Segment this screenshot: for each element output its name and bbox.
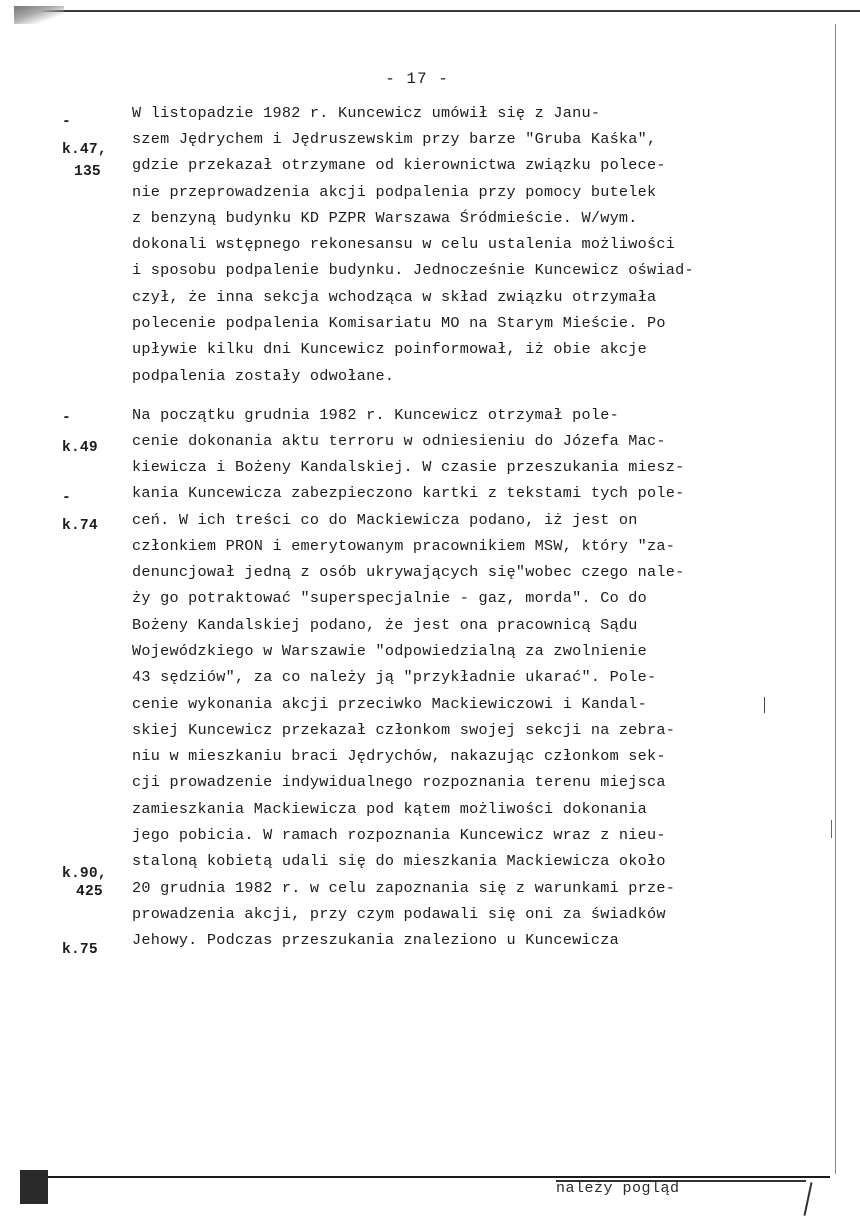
text-line: jego pobicia. W ramach rozpoznania Kuncewicz wraz z nieu- [132, 826, 666, 844]
footer-continuation-text: należy pogląd [556, 1180, 680, 1197]
stray-pen-mark [764, 697, 765, 713]
margin-note: k.49 [62, 440, 98, 456]
text-line: podpalenia zostały odwołane. [132, 367, 395, 385]
margin-note: k.47, [62, 142, 107, 158]
margin-note: k.90, [62, 866, 107, 882]
text-line: dokonali wstępnego rekonesansu w celu ustalenia możliwości [132, 235, 676, 253]
text-line: i sposobu podpalenie budynku. Jednocześnie Kuncewicz oświad- [132, 261, 694, 279]
text-line: zamieszkania Mackiewicza pod kątem możliwości dokonania [132, 800, 648, 818]
margin-note: - [62, 410, 71, 426]
text-line: polecenie podpalenia Komisariatu MO na Starym Mieście. Po [132, 314, 666, 332]
text-line: cenie dokonania aktu terroru w odniesieniu do Józefa Mac- [132, 432, 666, 450]
text-line: denuncjował jedną z osób ukrywających się"wobec czego nale- [132, 563, 685, 581]
margin-note: k.75 [62, 942, 98, 958]
photocopy-ink-blot [20, 1170, 48, 1204]
photocopy-right-edge [835, 24, 836, 1174]
text-line: szem Jędrychem i Jędruszewskim przy barze "Gruba Kaśka", [132, 130, 657, 148]
text-line: W listopadzie 1982 r. Kuncewicz umówił się z Janu- [132, 104, 601, 122]
text-line: staloną kobietą udali się do mieszkania Mackiewicza około [132, 852, 666, 870]
stray-pen-mark [831, 820, 832, 838]
text-line: 20 grudnia 1982 r. w celu zapoznania się z warunkami prze- [132, 879, 676, 897]
text-line: z benzyną budynku KD PZPR Warszawa Śródmieście. W/wym. [132, 209, 638, 227]
text-line: członkiem PRON i emerytowanym pracownikiem MSW, który "za- [132, 537, 676, 555]
text-line: cenie wykonania akcji przeciwko Mackiewiczowi i Kandal- [132, 695, 648, 713]
text-line: gdzie przekazał otrzymane od kierownictwa związku polece- [132, 156, 666, 174]
text-line: 43 sędziów", za co należy ją "przykładnie ukarać". Pole- [132, 668, 657, 686]
text-line: nie przeprowadzenia akcji podpalenia przy pomocy butelek [132, 183, 657, 201]
stray-pen-mark [803, 1182, 812, 1216]
text-line: kiewicza i Bożeny Kandalskiej. W czasie przeszukania miesz- [132, 458, 685, 476]
text-line: prowadzenia akcji, przy czym podawali się oni za świadków [132, 905, 666, 923]
text-line: Na początku grudnia 1982 r. Kuncewicz otrzymał pole- [132, 406, 619, 424]
text-line: upływie kilku dni Kuncewicz poinformował, iż obie akcje [132, 340, 648, 358]
text-line: niu w mieszkaniu braci Jędrychów, nakazując członkom sek- [132, 747, 666, 765]
text-line: Jehowy. Podczas przeszukania znaleziono u Kuncewicza [132, 931, 619, 949]
margin-note: 135 [74, 164, 101, 180]
text-line: czył, że inna sekcja wchodząca w skład związku otrzymała [132, 288, 657, 306]
text-line: Wojewódzkiego w Warszawie "odpowiedzialną za zwolnienie [132, 642, 648, 660]
text-line: ży go potraktować "superspecjalnie - gaz, morda". Co do [132, 589, 648, 607]
margin-note: 425 [76, 884, 103, 900]
text-line: ceń. W ich treści co do Mackiewicza podano, iż jest on [132, 511, 638, 529]
margin-note: k.74 [62, 518, 98, 534]
photocopy-corner-shadow [14, 6, 64, 24]
margin-note: - [62, 490, 71, 506]
margin-note: - [62, 114, 71, 130]
photocopy-bottom-edge [20, 1176, 830, 1178]
page-number: - 17 - [385, 70, 449, 88]
text-line: Bożeny Kandalskiej podano, że jest ona pracownicą Sądu [132, 616, 638, 634]
text-line: kania Kuncewicza zabezpieczono kartki z tekstami tych pole- [132, 484, 685, 502]
text-line: cji prowadzenie indywidualnego rozpoznania terenu miejsca [132, 773, 666, 791]
photocopy-top-edge [14, 10, 860, 12]
text-line: skiej Kuncewicz przekazał członkom swojej sekcji na zebra- [132, 721, 676, 739]
